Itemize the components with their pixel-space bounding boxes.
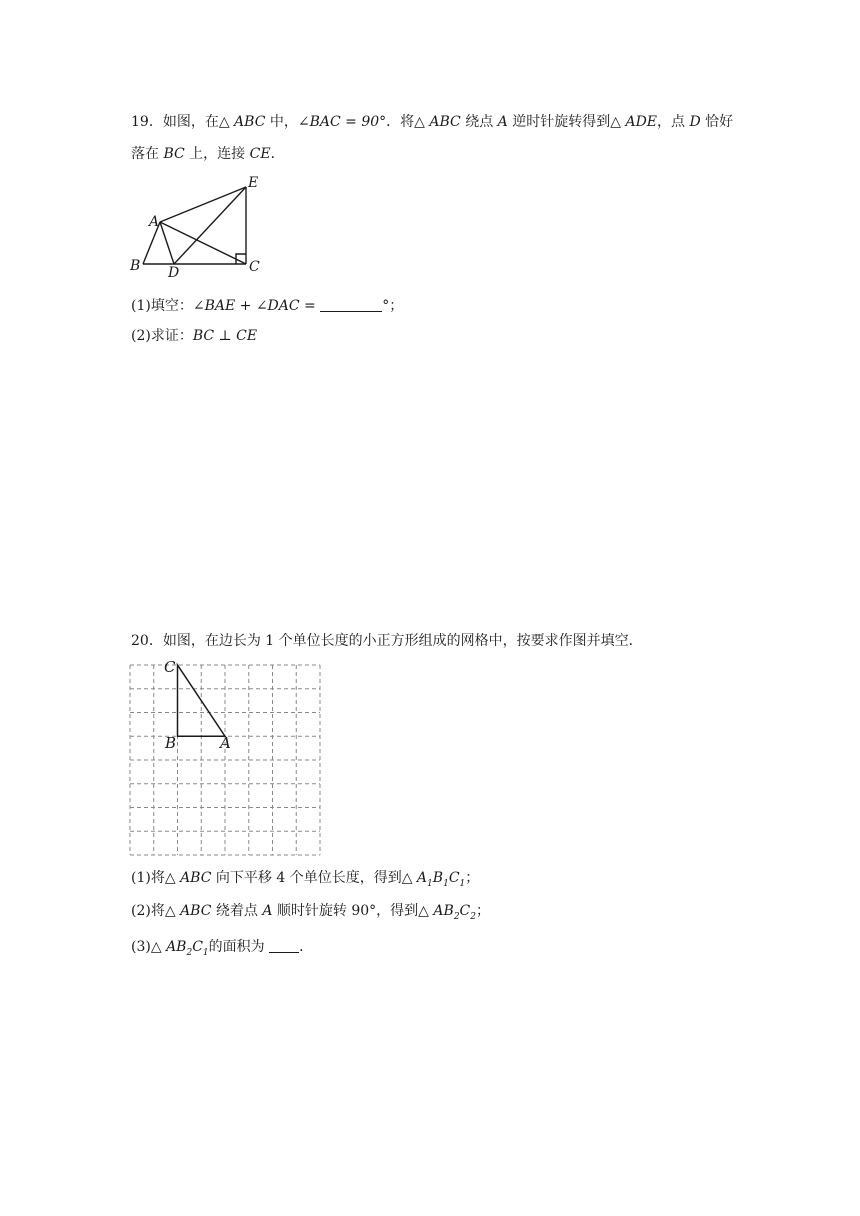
q20-subscript: 2: [186, 947, 193, 958]
q20-math: A: [262, 903, 273, 919]
label-a: A: [220, 734, 231, 752]
q20-text: (2)将△: [131, 903, 181, 919]
segment-de: [174, 187, 246, 264]
q20-text: ．: [299, 939, 314, 955]
label-c: C: [249, 259, 260, 275]
q19-text: 绕点: [460, 114, 498, 130]
q19-text: ，点: [657, 114, 690, 130]
label-b: B: [130, 258, 141, 274]
q19-text: 恰好: [700, 114, 734, 130]
q20-text: (1)将△: [131, 870, 181, 886]
q19-text: (2)求证：: [131, 328, 193, 344]
q20-text: 顺时针旋转 90°，得到△: [272, 903, 434, 919]
q20-math: ABC: [180, 903, 212, 919]
q20-subscript: 2: [453, 911, 460, 922]
q19-text: 中，: [265, 114, 298, 130]
q19-text: °；: [382, 298, 404, 314]
q19-math: BC: [163, 146, 185, 162]
q19-math: D: [689, 114, 701, 130]
q19-part1: [131, 296, 403, 316]
q19-triangle-figure: [120, 170, 280, 280]
q19-stem-line2: [131, 144, 285, 164]
segment-ac: [160, 222, 246, 264]
q20-grid-figure: [124, 655, 328, 858]
q20-subscript: 1: [459, 878, 466, 889]
q20-subscript: 1: [443, 878, 449, 889]
q20-math: ABC: [180, 870, 212, 886]
q20-math: C: [192, 939, 203, 955]
label-e: E: [248, 175, 259, 191]
q19-stem-line1: [131, 112, 733, 132]
q20-subscript: 2: [470, 911, 476, 922]
q20-subscript: 1: [202, 947, 209, 958]
answer-blank[interactable]: [320, 297, 382, 312]
q20-math: A: [416, 870, 428, 886]
q20-text: 向下平移 4 个单位长度，得到△: [211, 870, 417, 886]
q19-text: 逆时针旋转得到△: [507, 114, 626, 130]
q19-text: ．将△: [386, 114, 430, 130]
q20-math: C: [448, 870, 460, 886]
q20-text: 的面积为: [208, 939, 270, 955]
q20-math: AB: [433, 903, 454, 919]
q19-text: ．: [270, 146, 285, 162]
q19-math: ∠BAE + ∠DAC =: [192, 298, 316, 314]
q20-math: C: [459, 903, 471, 919]
label-b: B: [165, 734, 177, 752]
q20-text: ；: [465, 870, 480, 886]
q19-math: BC ⊥ CE: [192, 328, 258, 344]
q20-text: ；: [476, 903, 490, 919]
label-d: D: [168, 265, 180, 280]
label-a: A: [149, 214, 160, 230]
q20-part3: [131, 937, 313, 963]
q19-math: ABC: [234, 114, 266, 130]
q19-text: (1)填空：: [131, 298, 193, 314]
segment-ae: [160, 187, 246, 222]
q19-math: ABC: [429, 114, 461, 130]
q20-text: 绕着点: [211, 903, 263, 919]
q19-text: 上，连接: [184, 146, 250, 162]
q20-subscript: 1: [427, 878, 433, 889]
q20-part2: [131, 901, 490, 927]
label-c: C: [164, 658, 176, 676]
q20-text: (3)△: [131, 939, 167, 955]
q20-part1: [131, 868, 479, 894]
q19-math: A: [497, 114, 508, 130]
q19-math: ADE: [625, 114, 658, 130]
q20-math: AB: [166, 939, 187, 955]
q19-text: 落在: [131, 146, 164, 162]
q20-text: 20．如图，在边长为 1 个单位长度的小正方形组成的网格中，按要求作图并填空．: [131, 633, 643, 649]
q19-text: 19．如图，在△: [131, 114, 235, 130]
q19-math: CE: [249, 146, 271, 162]
q19-part2: [131, 326, 257, 346]
answer-blank[interactable]: [269, 938, 299, 953]
q20-stem: [131, 631, 643, 651]
q20-math: B: [432, 870, 444, 886]
q19-math: ∠BAC = 90°: [297, 114, 387, 130]
